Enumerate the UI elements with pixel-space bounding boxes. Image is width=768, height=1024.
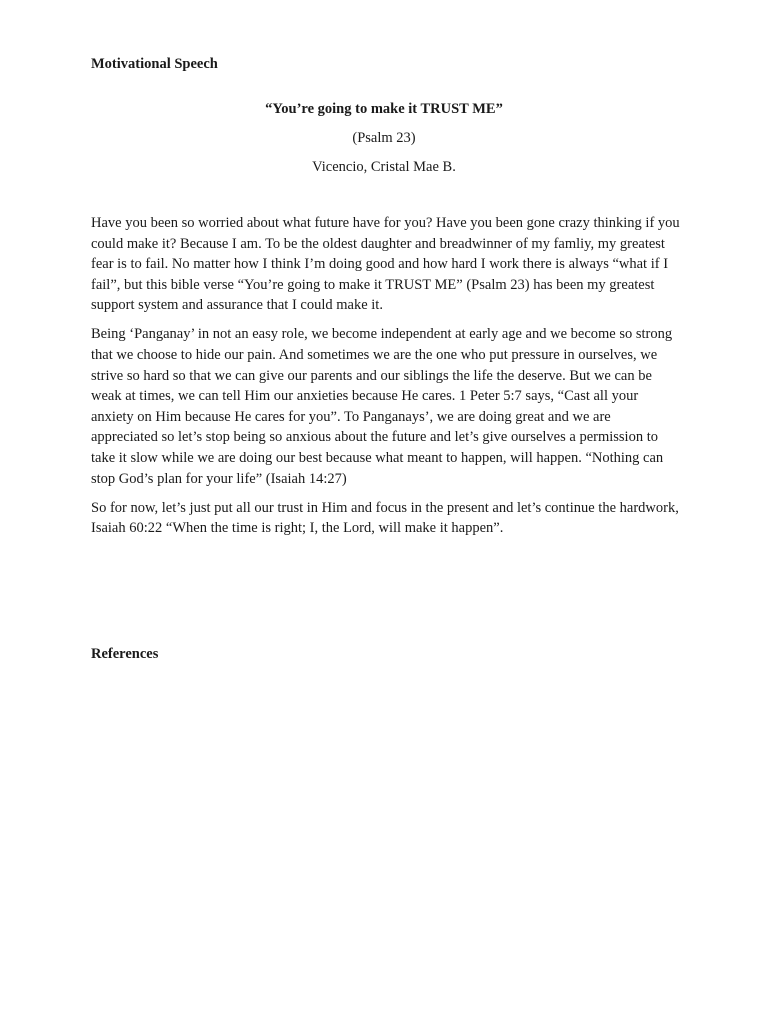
document-label: Motivational Speech <box>91 56 218 72</box>
speech-title: “You’re going to make it TRUST ME” <box>265 101 503 117</box>
paragraph-1: Have you been so worried about what future have for you? Have you been gone crazy thinking if you could make it? Because I am. To be the oldest daughter and breadwinner of my famliy, my greatest fear is to fail. No matter how I think I’m doing good and how hard I work there is always “what if I fail”, but this bible verse “You’re going to make it TRUST ME” (Psalm 23) has been my greatest support system and assurance that I could make it. <box>91 215 680 314</box>
references-heading: References <box>91 646 159 662</box>
paragraph-2: Being ‘Panganay’ in not an easy role, we become independent at early age and we become so strong that we choose to hide our pain. And sometimes we are the one who put pressure in ourselves, we strive so hard so that we can give our parents and our siblings the life the deserve. But we can be weak at times, we can tell Him our anxieties because He cares. 1 Peter 5:7 says, “Cast all your anxiety on Him because He cares for you”. To Panganays’, we are doing great and we are appreciated so let’s stop being so anxious about the future and let’s give ourselves a permission to take it slow while we are doing our best because what meant to happen, will happen. “Nothing can stop God’s plan for your life” (Isaiah 14:27) <box>91 326 673 487</box>
speech-body <box>91 213 681 547</box>
author-name: Vicencio, Cristal Mae B. <box>312 159 456 175</box>
speech-subtitle: (Psalm 23) <box>352 130 416 146</box>
paragraph-3: So for now, let’s just put all our trust in Him and focus in the present and let’s continue the hardwork, Isaiah 60:22 “When the time is right; I, the Lord, will make it happen”. <box>91 499 679 537</box>
